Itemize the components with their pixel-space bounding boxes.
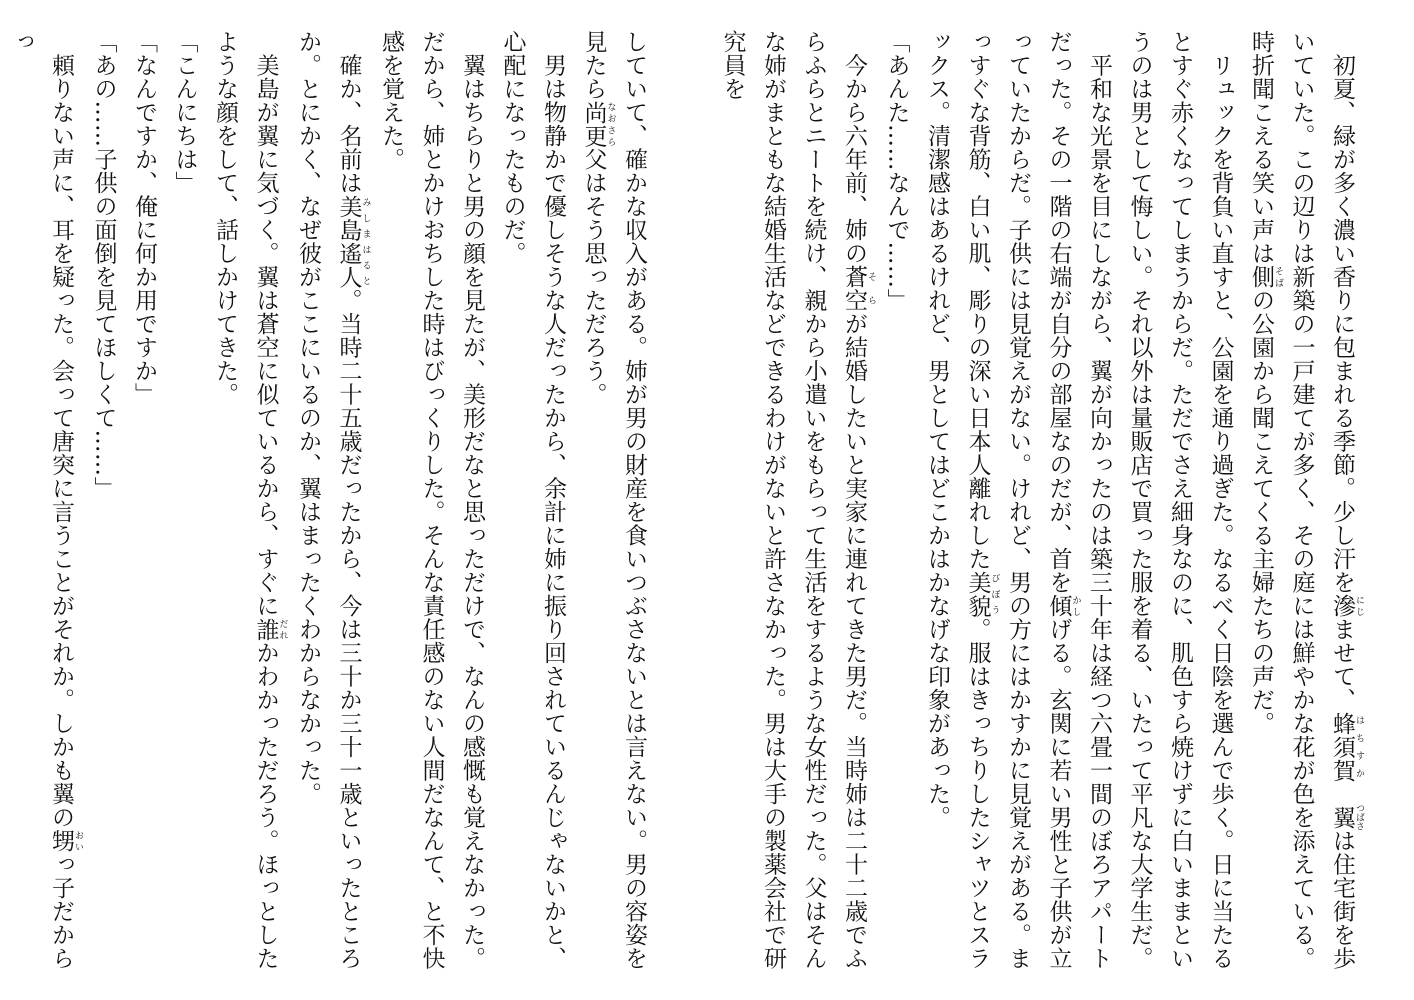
furigana: そら [866,265,876,312]
ruby-base: 滲 [1329,594,1355,618]
paragraph [573,30,654,980]
ruby-base: 蒼空 [841,265,867,312]
left-page [7,30,654,980]
furigana: だれ [277,617,288,641]
ruby-text [335,194,371,289]
furigana: にじ [1354,594,1364,618]
paragraph [492,30,573,980]
text-run: かわかっただろう。ほっとしたような顔をして、話しかけてきた。 [212,30,279,970]
ruby-base: 蜂須賀 [1329,711,1355,782]
text-run: 。服はきっちりしたシャツとスラックス。清潔感はあるけれど、男としてはどこかはかなげな印象があった。 [924,30,991,970]
ruby-text [964,570,1000,618]
furigana: かし [1070,594,1081,618]
ruby-text [252,617,288,642]
text-run: 。当時二十五歳だったから、今は三十か三十一歳といったところか。とにかく、なぜ彼がここにいるのか、翼はまったくわからなかった。 [295,30,362,970]
furigana: みしまはると [360,194,371,289]
text-run: 平和な光景を目にしながら、翼が向かったのは築三十年は経つ六畳一間のぼろアパートだった。その一階の右端が自分の部屋なのだが、首を [1045,30,1112,970]
ruby-base: 傾 [1045,594,1072,618]
text-run: 初夏、緑が多く濃い香りに包まれる季節。少し汗を [1329,30,1355,594]
furigana: つばさ [1354,803,1364,831]
text-run: っ子だからっ [7,30,74,970]
text-run: していて、確かな収入がある。姉が男の財産を食いつぶさないとは言えない。男の容姿を見たら [580,30,647,970]
text-run: 父はそう思っただろう。 [580,147,607,406]
paragraph [288,30,371,980]
ruby-text [1329,803,1364,831]
text-run: 翼はちらりと男の顔を見たが、美形だなと思っただけで、なんの感慨も覚えなかった。だから、姉とかけおちした時はびっくりした。そんな責任感のない人間だなんて、と不快感を覚えた。 [378,30,485,970]
ruby-base: 甥 [48,829,74,853]
ruby-text [1045,594,1081,618]
text-run: の公園から聞こえてくる主婦たちの声だ。 [1248,288,1274,735]
furigana: はちすか [1354,711,1364,782]
ruby-base: 美島遙人 [335,194,362,289]
text-run: げる。玄関に若い男性と子供が立っていたからだ。子供には見覚えがない。けれど、男の方にはかすかに見覚えがある。まっすぐな背筋、白い肌、彫りの深い日本人離れした [964,30,1072,970]
text-run: 今から六年前、姉の [841,30,867,265]
furigana: そば [1273,265,1283,289]
furigana: なおさら [605,100,616,148]
furigana: おい [73,829,83,853]
paragraph [876,30,917,980]
text-run: 「あんた……なんで……」 [883,30,910,312]
ruby-text [1329,594,1364,618]
paragraph [371,30,493,980]
right-page [719,30,1364,980]
ruby-base: 側 [1248,265,1274,289]
ruby-text [1329,711,1364,783]
paragraph [205,30,288,980]
paragraph [164,30,205,980]
paragraph [1241,30,1365,980]
paragraph [1119,30,1241,980]
paragraph [83,30,124,980]
text-run: が結婚したいと実家に連れてきた男だ。当時姉は二十二歳でふらふらとニートを続け、親から小遣いをもらって生活をするような女性だった。父はそんな姉がまともな結婚生活などできるわけがないと許さなかった。男は大手の製薬会社で研究員を [719,30,867,970]
text-run: 「あの……子供の面倒を見てほしくて……」 [90,30,117,500]
text-run: 美島が翼に気づく。翼は蒼空に似ているから、すぐに [252,30,279,618]
ruby-base: 尚更 [580,100,607,148]
text-run: 頼りない声に、耳を疑った。会って唐突に言うことがそれか。しかも翼の [48,30,74,829]
ruby-base: 美貌 [964,570,991,618]
ruby-text [841,265,876,312]
text-run: 「なんですか、俺に何か用ですか」 [131,30,157,406]
paragraph [917,30,1120,980]
paragraph [124,30,165,980]
ruby-base: 誰 [252,617,279,641]
paragraph [712,30,876,980]
text-run: 「こんにちは」 [171,30,198,195]
text-run: は住宅街を歩いていた。この辺りは新築の一戸建てが多く、その庭には鮮やかな花が色を添えている。時折聞こえる笑い声は [1248,30,1355,970]
text-run [1329,782,1355,806]
ruby-text [48,829,83,853]
text-run: ませて、 [1329,617,1355,712]
ruby-text [580,100,616,148]
text-run: 確か、名前は [335,30,362,195]
text-run: リュックを背負い直すと、公園を通り過ぎた。なるべく日陰を選んで歩く。日に当たるとすぐ赤くなってしまうからだ。ただでさえ細身なのに、肌色すら焼けずに白いままというのは男として悔しい。それ以外は量販店で買った服を着る、いたって平凡な大学生だ。 [1126,30,1234,970]
ruby-text [1248,265,1283,289]
paragraph [0,30,83,980]
text-run: 男は物静かで優しそうな人だったから、余計に姉に振り回されているんじゃないかと、心配になったものだ。 [499,30,566,970]
furigana: びぼう [989,570,1000,618]
ruby-base: 翼 [1329,803,1355,831]
